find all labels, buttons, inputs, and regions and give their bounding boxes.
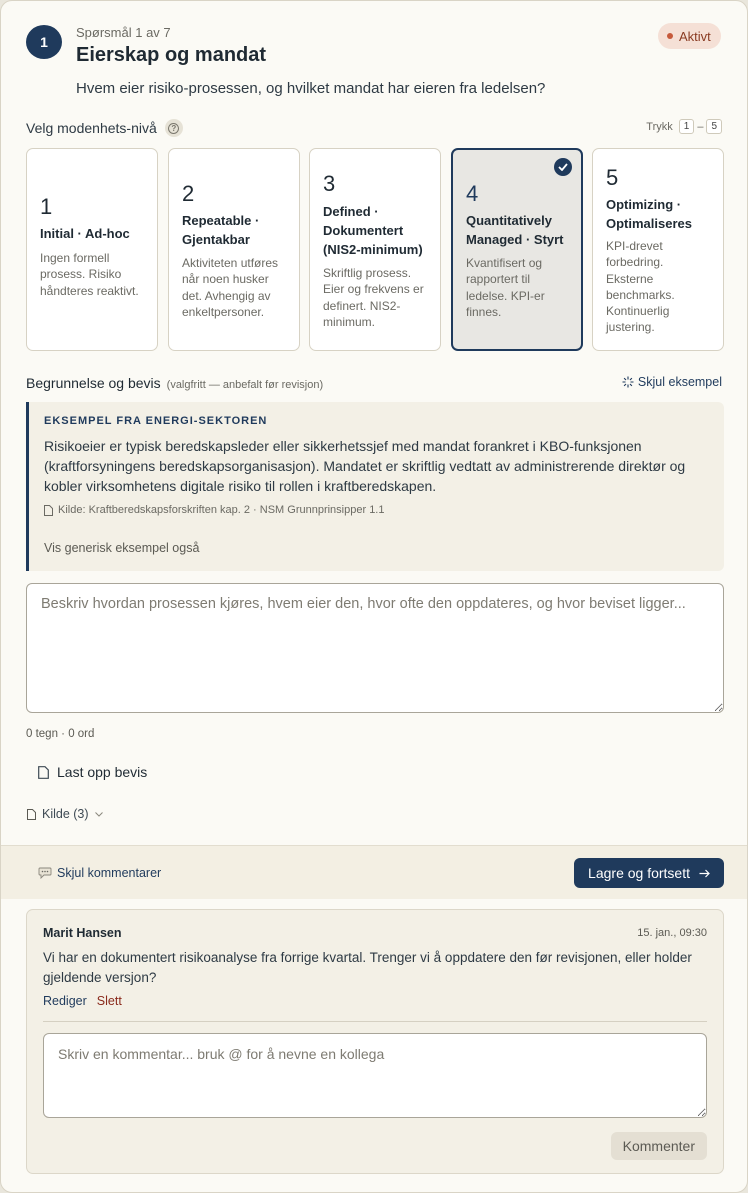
keyboard-hint [646, 119, 722, 134]
show-generic-example-link[interactable]: Vis generisk eksempel også [44, 541, 200, 555]
question-description: Hvem eier risiko-prosessen, og hvilket mandat har eieren fra ledelsen? [76, 80, 546, 97]
example-body: Risikoeier er typisk beredskapsleder eller sikkerhetssjef med mandat forankret i KBO-funksjonen (kraftforsyningens beredskapsorganisasjon). Mandatet er skriftlig vedtatt av administrerende direktør og kobler virksomhetens digitale risiko til rollen i kraftberedskapen. [44, 438, 686, 494]
character-counter: 0 tegn · 0 ord [26, 728, 95, 740]
speech-bubble-icon [38, 867, 52, 879]
reasoning-title-text: Begrunnelse og bevis [26, 375, 161, 391]
edit-comment-link[interactable]: Rediger [43, 994, 87, 1008]
comment-text: Vi har en dokumentert risikoanalyse fra forrige kvartal. Trenger vi å oppdatere den før revisjonen, eller holder gjeldende versjon? [43, 950, 692, 985]
sources-label: Kilde (3) [42, 807, 89, 821]
reasoning-subtitle: (valgfritt — anbefalt før revisjon) [166, 379, 324, 391]
example-source [44, 504, 709, 516]
toggle-comments-label: Skjul kommentarer [57, 866, 162, 880]
toggle-comments-button[interactable] [38, 866, 161, 880]
level-number: 1 [40, 194, 53, 219]
level-number: 5 [606, 165, 619, 190]
comment-timestamp: 15. jan., 09:30 [637, 927, 707, 939]
upload-evidence-button[interactable] [38, 764, 147, 780]
check-icon [554, 158, 572, 176]
maturity-level-2[interactable] [168, 148, 300, 351]
status-badge-label: Aktivt [679, 28, 711, 44]
upload-evidence-label: Last opp bevis [57, 764, 148, 780]
status-badge [658, 23, 721, 49]
save-label: Lagre og fortsett [588, 865, 690, 881]
level-name: Initial · Ad-hoc [40, 226, 130, 241]
arrow-right-icon [699, 869, 710, 878]
level-description: Ingen formell prosess. Risiko håndteres reaktivt. [40, 251, 139, 298]
example-source-text: Kilde: Kraftberedskapsforskriften kap. 2 · NSM Grunnprinsipper 1.1 [58, 504, 385, 516]
submit-comment-button[interactable]: Kommenter [611, 1132, 707, 1160]
example-heading: EKSEMPEL FRA ENERGI-SEKTOREN [44, 415, 268, 427]
key-dash: – [697, 120, 704, 133]
delete-comment-link[interactable]: Slett [96, 994, 122, 1008]
sparkle-icon [622, 376, 634, 388]
level-description: Kvantifisert og rapportert til ledelse. KPI-er finnes. [466, 256, 545, 319]
comment-input[interactable] [43, 1033, 707, 1118]
comment-actions [43, 994, 122, 1008]
help-circle-icon[interactable]: ? [165, 119, 183, 137]
maturity-level-1[interactable] [26, 148, 158, 351]
reasoning-input[interactable] [26, 583, 724, 713]
key-1: 1 [679, 119, 695, 134]
maturity-level-4[interactable] [451, 148, 583, 351]
key-5: 5 [706, 119, 722, 134]
chevron-down-icon [95, 812, 103, 817]
question-counter: Spørsmål 1 av 7 [76, 25, 171, 40]
hide-example-label: Skjul eksempel [637, 375, 722, 389]
maturity-level-5[interactable] [592, 148, 724, 351]
keyboard-hint-prefix: Trykk [646, 120, 673, 133]
comment-author: Marit Hansen [43, 926, 122, 940]
save-and-continue-button[interactable] [574, 858, 724, 888]
hide-example-button[interactable] [622, 375, 722, 389]
file-icon [27, 809, 36, 820]
level-number: 2 [182, 181, 195, 206]
status-dot-icon [667, 33, 673, 39]
level-name: Repeatable · Gjentakbar [182, 213, 260, 247]
file-icon [44, 505, 53, 516]
example-box [26, 402, 724, 571]
level-name: Optimizing · Optimaliseres [606, 197, 692, 231]
maturity-label-row [26, 119, 183, 137]
level-number: 4 [466, 181, 479, 206]
action-bar [1, 845, 748, 899]
maturity-level-3[interactable] [309, 148, 441, 351]
comment-divider [43, 1021, 707, 1022]
level-description: Skriftlig prosess. Eier og frekvens er definert. NIS2-minimum. [323, 266, 424, 329]
maturity-label: Velg modenhets-nivå [26, 120, 157, 136]
level-name: Defined · Dokumentert (NIS2-minimum) [323, 204, 423, 257]
comments-panel [26, 909, 724, 1174]
question-title: Eierskap og mandat [76, 44, 267, 66]
level-name: Quantitatively Managed · Styrt [466, 213, 564, 247]
file-icon [38, 766, 49, 779]
sources-toggle[interactable] [27, 807, 103, 821]
level-description: KPI-drevet forbedring. Eksterne benchmarks. Kontinuerlig justering. [606, 239, 675, 335]
level-number: 3 [323, 171, 336, 196]
reasoning-title [26, 375, 323, 391]
level-description: Aktiviteten utføres når noen husker det. Avhengig av enkeltpersoner. [182, 256, 279, 319]
question-number-badge: 1 [26, 25, 62, 59]
